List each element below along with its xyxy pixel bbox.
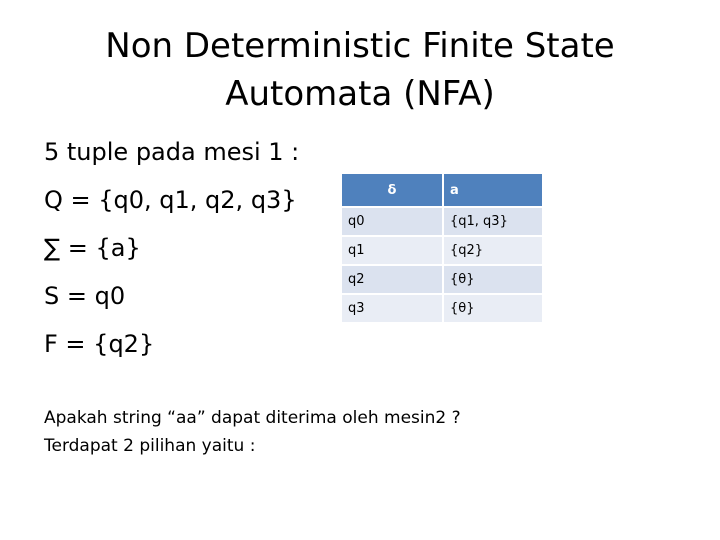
table-row [342,294,543,323]
tuple-final-states: F = {q2} [44,330,155,358]
transition-table [342,174,544,324]
tuple-states: Q = {q0, q1, q2, q3} [44,186,297,214]
header-symbol-a: a [443,174,543,207]
transition-cell: {θ} [443,294,543,323]
transition-table-header [342,174,543,207]
transition-cell: {θ} [443,265,543,294]
state-cell: q2 [342,265,443,294]
tuple-start-state: S = q0 [44,282,126,310]
tuple-alphabet: ∑ = {a} [44,234,141,262]
question-line-2: Terdapat 2 pilihan yaitu : [44,436,256,456]
tuple-heading: 5 tuple pada mesi 1 : [44,138,300,166]
transition-cell: {q2} [443,236,543,265]
question-text [44,404,461,460]
question-line-1: Apakah string “aa” dapat diterima oleh mesin2 ? [44,408,461,428]
slide-title-line-1: Non Deterministic Finite State [105,26,615,66]
header-delta: δ [342,174,443,207]
state-cell: q3 [342,294,443,323]
table-row [342,207,543,236]
table-row [342,236,543,265]
slide-title-line-2: Automata (NFA) [225,74,495,114]
table-row [342,265,543,294]
transition-cell: {q1, q3} [443,207,543,236]
state-cell: q1 [342,236,443,265]
slide-title [60,22,660,118]
tuple-definition [44,128,299,368]
state-cell: q0 [342,207,443,236]
